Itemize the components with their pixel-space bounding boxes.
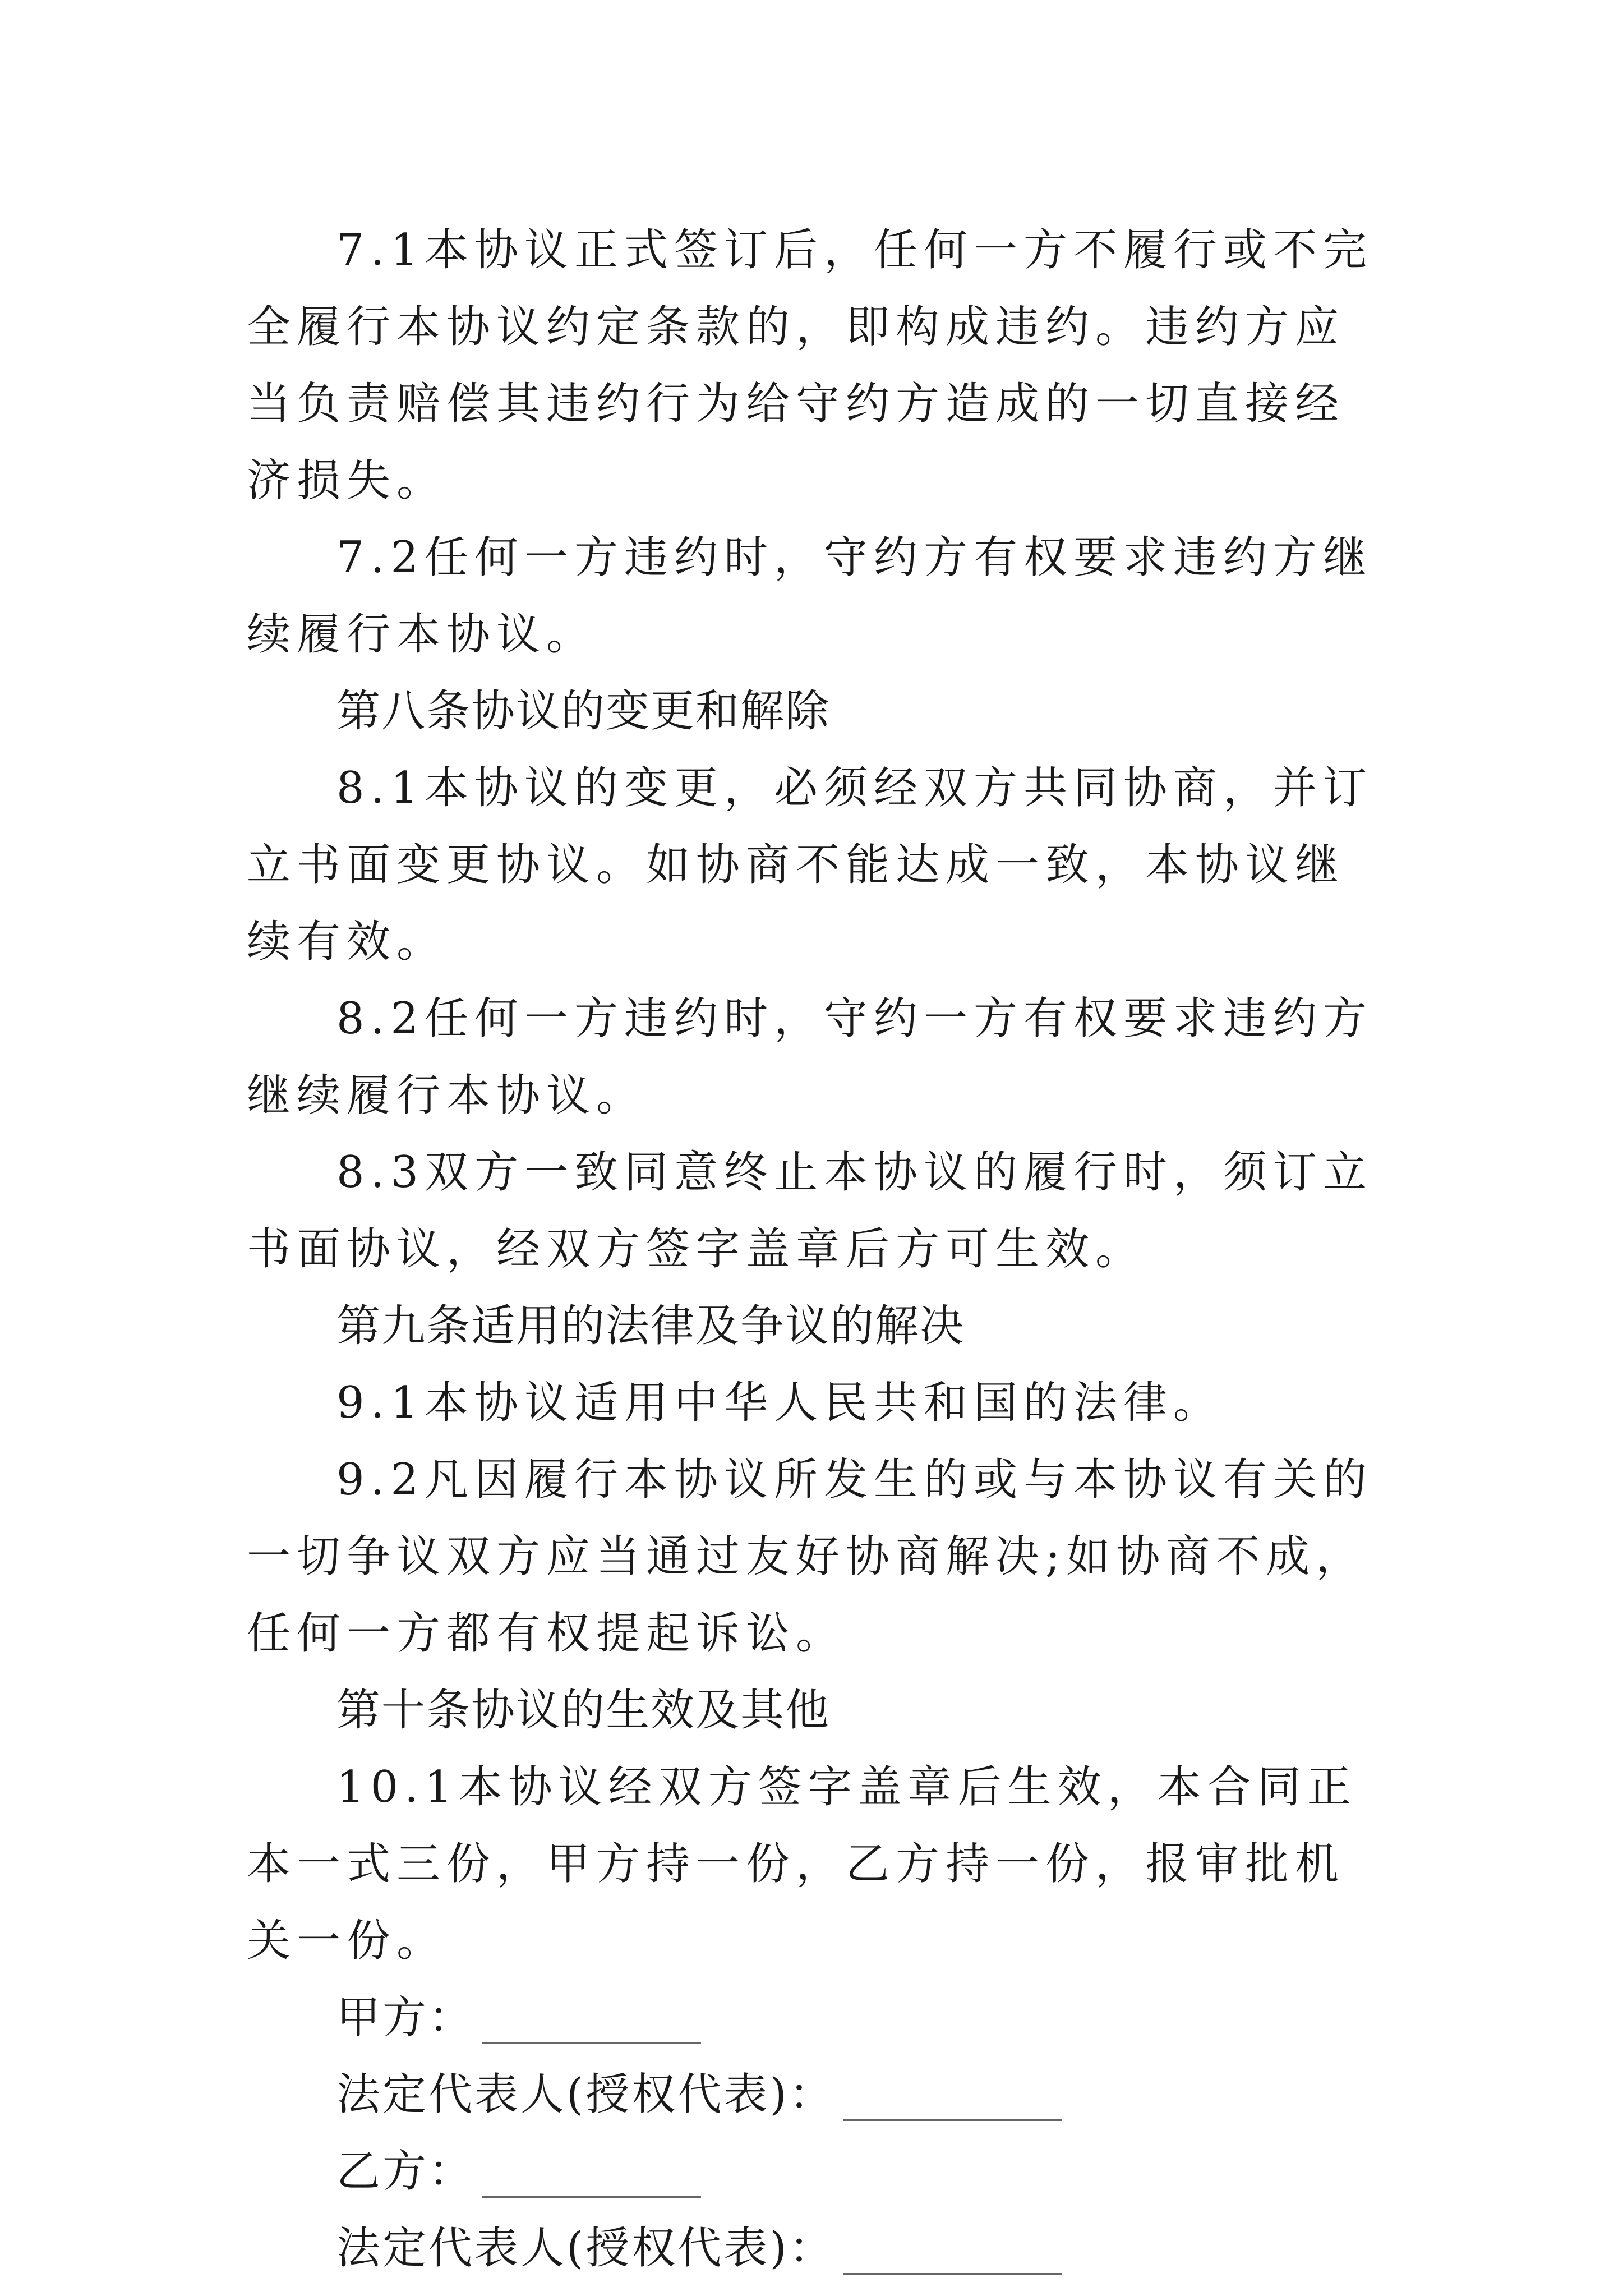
party-b-blank[interactable] — [482, 2162, 701, 2198]
party-a-rep-label: 法定代表人(授权代表)： — [336, 2069, 835, 2120]
article-9-heading: 第九条适用的法律及争议的解决 — [336, 1301, 965, 1351]
clause-7-2: 7.2任何一方违约时，守约方有权要求违约方继续履行本协议。 — [247, 532, 1373, 660]
clause-8-2: 8.2任何一方违约时，守约一方有权要求违约方继续履行本协议。 — [247, 993, 1373, 1121]
clause-7-1: 7.1本协议正式签订后，任何一方不履行或不完全履行本协议约定条款的，即构成违约。违约方应当负责赔偿其违约行为给守约方造成的一切直接经济损失。 — [247, 225, 1373, 506]
party-b-label: 乙方： — [336, 2146, 475, 2197]
clause-8-3: 8.3双方一致同意终止本协议的履行时，须订立书面协议，经双方签字盖章后方可生效。 — [247, 1147, 1373, 1274]
party-a-label: 甲方： — [336, 1993, 475, 2043]
party-b-rep-label: 法定代表人(授权代表)： — [336, 2223, 835, 2274]
party-b-rep-blank[interactable] — [843, 2239, 1062, 2275]
document-body — [247, 212, 1391, 2287]
clause-8-1: 8.1本协议的变更，必须经双方共同协商，并订立书面变更协议。如协商不能达成一致，本协议继续有效。 — [247, 763, 1373, 967]
party-a-signature — [247, 1980, 1391, 2056]
party-a-rep-signature — [247, 2056, 1391, 2133]
article-10-heading: 第十条协议的生效及其他 — [336, 1685, 831, 1736]
article-8-heading: 第八条协议的变更和解除 — [336, 686, 831, 737]
clause-9-2: 9.2凡因履行本协议所发生的或与本协议有关的一切争议双方应当通过友好协商解决;如协商不成，任何一方都有权提起诉讼。 — [247, 1455, 1373, 1659]
party-b-rep-signature — [247, 2210, 1391, 2287]
party-a-blank[interactable] — [482, 2009, 701, 2044]
clause-9-1: 9.1本协议适用中华人民共和国的法律。 — [336, 1378, 1224, 1428]
party-a-rep-blank[interactable] — [843, 2086, 1062, 2121]
party-b-signature — [247, 2133, 1391, 2210]
clause-10-1: 10.1本协议经双方签字盖章后生效，本合同正本一式三份，甲方持一份，乙方持一份，报审批机关一份。 — [247, 1762, 1357, 1966]
